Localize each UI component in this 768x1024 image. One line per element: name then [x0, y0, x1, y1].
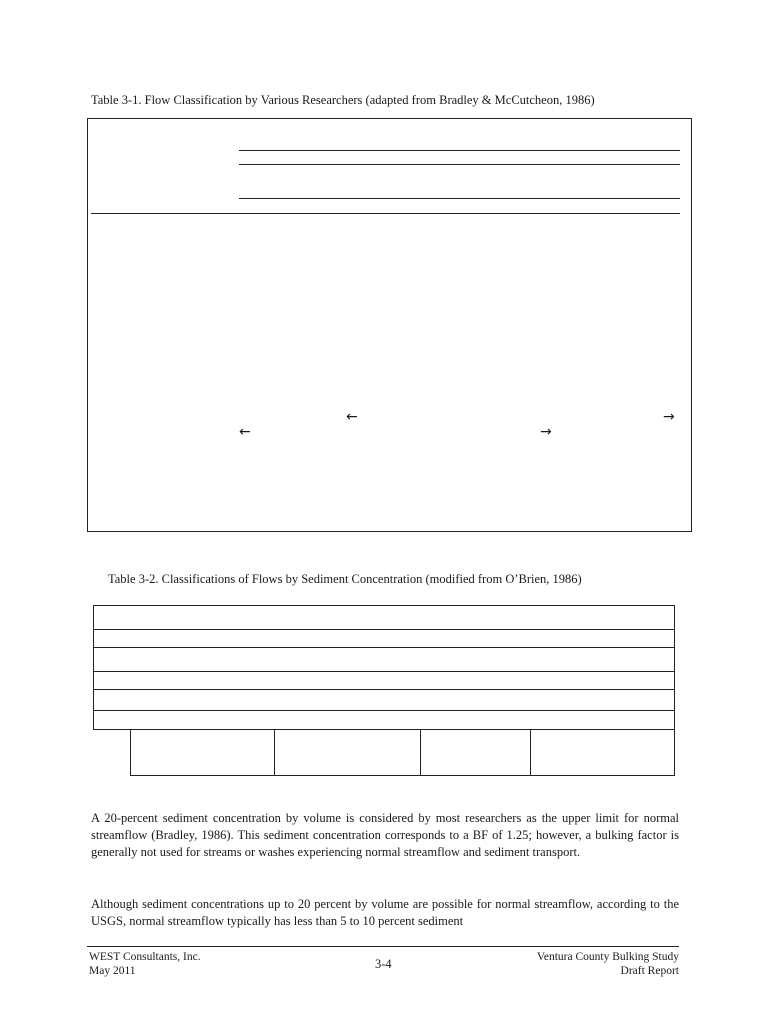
table-1-header-rule: [239, 150, 680, 151]
footer-study-title: Ventura County Bulking Study: [536, 951, 679, 963]
table-2-cell: [530, 729, 675, 776]
footer-company: WEST Consultants, Inc.: [89, 951, 201, 963]
footer-left: [89, 950, 201, 978]
body-paragraph: Although sediment concentrations up to 20 percent by volume are possible for normal streamflow, according to the USGS, normal streamflow typically has less than 5 to 10 percent sediment: [91, 897, 679, 928]
table-2-row: [93, 710, 675, 730]
table-1-header-rule: [239, 198, 680, 199]
footer-date: May 2011: [89, 965, 136, 977]
table-1-header-bottom-rule: [91, 213, 680, 214]
footer-rule: [87, 946, 679, 947]
footer-report-status: Draft Report: [620, 965, 679, 977]
table-1-frame: [87, 118, 692, 532]
footer-right: [537, 950, 679, 978]
table-2-row: [93, 647, 675, 672]
table-2-row: [93, 689, 675, 711]
table-2-cell: [274, 729, 421, 776]
table-2-row: [93, 671, 675, 690]
left-arrow-icon: ←: [239, 424, 251, 440]
left-arrow-icon: ←: [346, 409, 358, 425]
page-number: 3-4: [375, 957, 392, 971]
right-arrow-icon: →: [663, 409, 675, 425]
table-2-cell: [420, 729, 531, 776]
body-paragraph: A 20-percent sediment concentration by volume is considered by most researchers as the upper limit for normal streamflow (Bradley, 1986). This sediment concentration corresponds to a BF of 1.25; however, a bulking factor is generally not used for streams or washes experiencing normal streamflow and sediment transport.: [91, 811, 679, 859]
table-1-header-rule: [239, 164, 680, 165]
table-2-row: [93, 605, 675, 630]
table-1-caption: Table 3-1. Flow Classification by Various Researchers (adapted from Bradley & McCutcheon, 1986): [91, 93, 595, 107]
right-arrow-icon: →: [540, 424, 552, 440]
table-2-caption: Table 3-2. Classifications of Flows by Sediment Concentration (modified from O’Brien, 1986): [108, 572, 582, 586]
table-2-row: [93, 629, 675, 648]
table-2-cell: [130, 729, 275, 776]
